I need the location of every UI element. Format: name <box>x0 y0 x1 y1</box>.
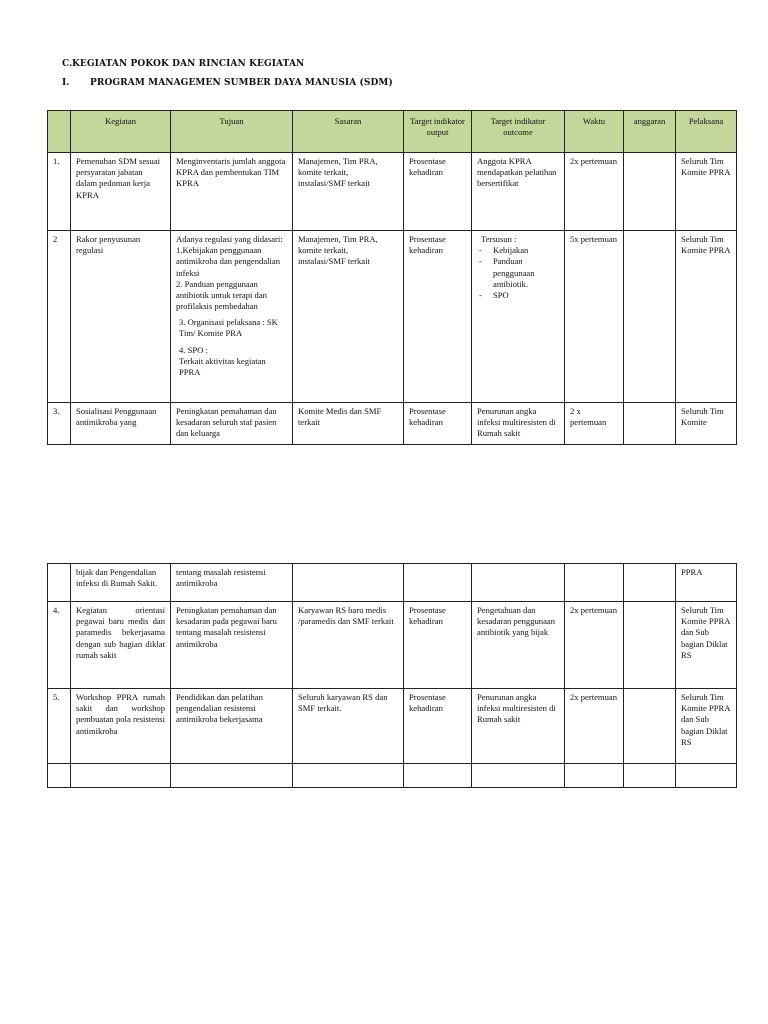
cell-no: 1. <box>48 153 71 231</box>
cell-empty <box>472 764 565 788</box>
cell-pelaksana: Seluruh Tim Komite PPRA dan Sub bagian Diklat RS <box>676 689 737 764</box>
cell-waktu: 5x pertemuan <box>565 231 624 403</box>
cell-tujuan <box>171 231 293 403</box>
cell-anggaran <box>624 564 676 602</box>
cell-no: 2 <box>48 231 71 403</box>
cell-outcome: Pengetahuan dan kesadaran penggunaan antibiotik yang bijak <box>472 602 565 689</box>
cell-output: Prosentase kehadiran <box>404 153 472 231</box>
table-row <box>48 153 737 231</box>
cell-outcome: Anggota KPRA mendapatkan pelatihan bersertifikat <box>472 153 565 231</box>
cell-sasaran: Seluruh karyawan RS dan SMF terkait. <box>293 689 404 764</box>
col-header-waktu: Waktu <box>565 111 624 153</box>
cell-pelaksana: Seluruh Tim Komite <box>676 403 737 445</box>
cell-output: Prosentase kehadiran <box>404 403 472 445</box>
cell-empty <box>48 764 71 788</box>
cell-kegiatan: Rakor penyusunan regulasi <box>71 231 171 403</box>
cell-output <box>404 564 472 602</box>
cell-outcome: Penurunan angka infeksi multiresisten di Rumah sakit <box>472 689 565 764</box>
cell-kegiatan: bijak dan Pengendalian infeksi di Rumah Sakit. <box>71 564 171 602</box>
cell-empty <box>171 764 293 788</box>
cell-outcome <box>472 564 565 602</box>
cell-waktu <box>565 564 624 602</box>
heading-program-i <box>62 78 393 88</box>
cell-empty <box>676 764 737 788</box>
cell-anggaran <box>624 602 676 689</box>
cell-empty <box>565 764 624 788</box>
col-header-kegiatan: Kegiatan <box>71 111 171 153</box>
cell-anggaran <box>624 689 676 764</box>
cell-waktu: 2x pertemuan <box>565 689 624 764</box>
cell-pelaksana: PPRA <box>676 564 737 602</box>
cell-anggaran <box>624 231 676 403</box>
outcome-title: Tersusun : <box>481 234 517 244</box>
cell-sasaran: Komite Medis dan SMF terkait <box>293 403 404 445</box>
cell-outcome: Penurunan angka infeksi multiresisten di Rumah sakit <box>472 403 565 445</box>
activity-table-part-2 <box>47 563 737 788</box>
cell-sasaran: Manajemen, Tim PRA, komite terkait, instalasi/SMF terkait <box>293 231 404 403</box>
cell-anggaran <box>624 153 676 231</box>
cell-kegiatan: Pemenuhan SDM sesuai persyaratan jabatan dalam pedoman kerja KPRA <box>71 153 171 231</box>
cell-empty <box>624 764 676 788</box>
col-header-anggaran: anggaran <box>624 111 676 153</box>
cell-pelaksana: Seluruh Tim Komite PPRA <box>676 153 737 231</box>
heading-c-number: C. <box>62 59 73 69</box>
cell-pelaksana: Seluruh Tim Komite PPRA <box>676 231 737 403</box>
cell-output: Prosentase kehadiran <box>404 231 472 403</box>
cell-tujuan: Peningkatan pemahaman dan kesadaran seluruh staf pasien dan keluarga <box>171 403 293 445</box>
cell-tujuan: Menginventaris jumlah anggota KPRA dan pembentukan TIM KPRA <box>171 153 293 231</box>
cell-waktu: 2x pertemuan <box>565 153 624 231</box>
heading-i-number: I. <box>62 78 70 88</box>
tujuan-line: 1.Kebijakan penggunaan antimikroba dan pengendalian infeksi <box>176 245 281 278</box>
outcome-list <box>477 245 559 301</box>
list-item: - SPO <box>493 290 559 301</box>
col-header-sasaran: Sasaran <box>293 111 404 153</box>
list-item: - Kebijakan <box>493 245 559 256</box>
cell-empty <box>71 764 171 788</box>
cell-no <box>48 564 71 602</box>
col-header-target-outcome: Target indikator outcome <box>472 111 565 153</box>
heading-c-text: KEGIATAN POKOK DAN RINCIAN KEGIATAN <box>72 59 305 69</box>
cell-outcome <box>472 231 565 403</box>
cell-empty <box>404 764 472 788</box>
tujuan-line: 3. Organisasi pelaksana : SK Tim/ Komite PRA <box>179 317 278 339</box>
cell-sasaran <box>293 564 404 602</box>
heading-section-c <box>62 59 304 69</box>
cell-pelaksana: Seluruh Tim Komite PPRA dan Sub bagian Diklat RS <box>676 602 737 689</box>
table-row <box>48 564 737 602</box>
cell-kegiatan: Workshop PPRA rumah sakit dan workshop pembuatan pola resistensi antimikroba <box>71 689 171 764</box>
cell-kegiatan: Sosialisasi Penggunaan antimikroba yang <box>71 403 171 445</box>
cell-empty <box>293 764 404 788</box>
cell-tujuan: tentang masalah resistensi antimikroba <box>171 564 293 602</box>
tujuan-line: Terkait aktivitas kegiatan PPRA <box>179 355 266 377</box>
col-header-no <box>48 111 71 153</box>
cell-tujuan: Pendidikan dan pelatihan pengendalian resistensi antimikroba bekerjasama <box>171 689 293 764</box>
tujuan-line: 2. Panduan penggunaan antibiotik untuk terapi dan profilaksis pembedahan <box>176 278 267 312</box>
cell-tujuan: Peningkatan pemahaman dan kesadaran pada pegawai baru tentang masalah resistensi antimikroba <box>171 602 293 689</box>
list-item: - Panduan penggunaan antibiotik. <box>493 256 559 290</box>
cell-sasaran: Manajemen, Tim PRA, komite terkait, instalasi/SMF terkait <box>293 153 404 231</box>
col-header-target-output: Target indikator output <box>404 111 472 153</box>
cell-no: 3. <box>48 403 71 445</box>
table-row <box>48 689 737 764</box>
cell-output: Prosentase kehadiran <box>404 602 472 689</box>
cell-anggaran <box>624 403 676 445</box>
cell-sasaran: Karyawan RS baru medis /paramedis dan SMF terkait <box>293 602 404 689</box>
heading-i-text: PROGRAM MANAGEMEN SUMBER DAYA MANUSIA (SDM) <box>90 78 393 88</box>
tujuan-line: 4. SPO : <box>179 344 208 355</box>
activity-table-part-1 <box>47 110 737 445</box>
col-header-tujuan: Tujuan <box>171 111 293 153</box>
table-row <box>48 231 737 403</box>
table-row-empty <box>48 764 737 788</box>
table-row <box>48 403 737 445</box>
col-header-pelaksana: Pelaksana <box>676 111 737 153</box>
cell-output: Prosentase kehadiran <box>404 689 472 764</box>
table-header-row <box>48 111 737 153</box>
cell-kegiatan: Kegiatan orientasi pegawai baru medis dan paramedis bekerjasama dengan sub bagian diklat rumah sakit <box>71 602 171 689</box>
cell-waktu: 2x pertemuan <box>565 602 624 689</box>
cell-waktu: 2 x pertemuan <box>565 403 624 445</box>
tujuan-line: Adanya regulasi yang didasari: <box>176 234 283 244</box>
table-row <box>48 602 737 689</box>
cell-no: 5. <box>48 689 71 764</box>
cell-no: 4. <box>48 602 71 689</box>
